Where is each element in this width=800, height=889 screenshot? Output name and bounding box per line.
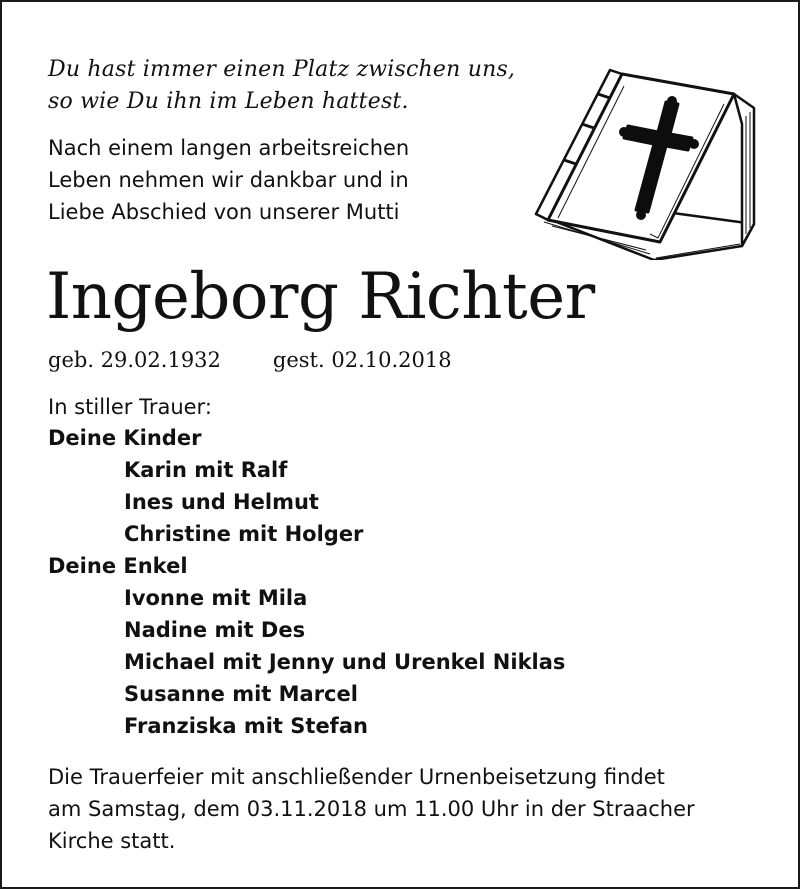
quote-line: Du hast immer einen Platz zwischen uns, [48,57,516,82]
bible-with-cross-icon [524,64,764,260]
death-date: gest. 02.10.2018 [272,348,452,372]
quote-line: so wie Du ihn im Leben hattest. [48,89,409,114]
list-item: Ivonne mit Mila [124,586,308,610]
list-item: Susanne mit Marcel [124,682,358,706]
deceased-name: Ingeborg Richter [46,260,595,334]
memorial-quote [48,54,515,118]
intro-line: Leben nehmen wir dankbar und in [48,168,409,192]
list-item: Karin mit Ralf [124,458,288,482]
birth-date: geb. 29.02.1932 [48,348,221,372]
service-line: Die Trauerfeier mit anschließender Urnenbeisetzung findet [48,765,665,789]
service-line: am Samstag, dem 03.11.2018 um 11.00 Uhr in der Straacher [48,797,695,821]
intro-text [48,132,409,228]
list-item: Michael mit Jenny und Urenkel Niklas [124,650,566,674]
list-item: Nadine mit Des [124,618,306,642]
list-item: Ines und Helmut [124,490,319,514]
intro-line: Liebe Abschied von unserer Mutti [48,200,400,224]
life-dates [48,344,452,376]
intro-line: Nach einem langen arbeitsreichen [48,136,410,160]
mourners-list [48,422,565,742]
list-item: Christine mit Holger [124,522,364,546]
funeral-service-info [48,761,768,857]
mourners-label: In stiller Trauer: [48,395,212,419]
group-heading-grandchildren: Deine Enkel [48,554,188,578]
service-line: Kirche statt. [48,829,176,853]
list-item: Franziska mit Stefan [124,714,368,738]
group-heading-children: Deine Kinder [48,426,202,450]
